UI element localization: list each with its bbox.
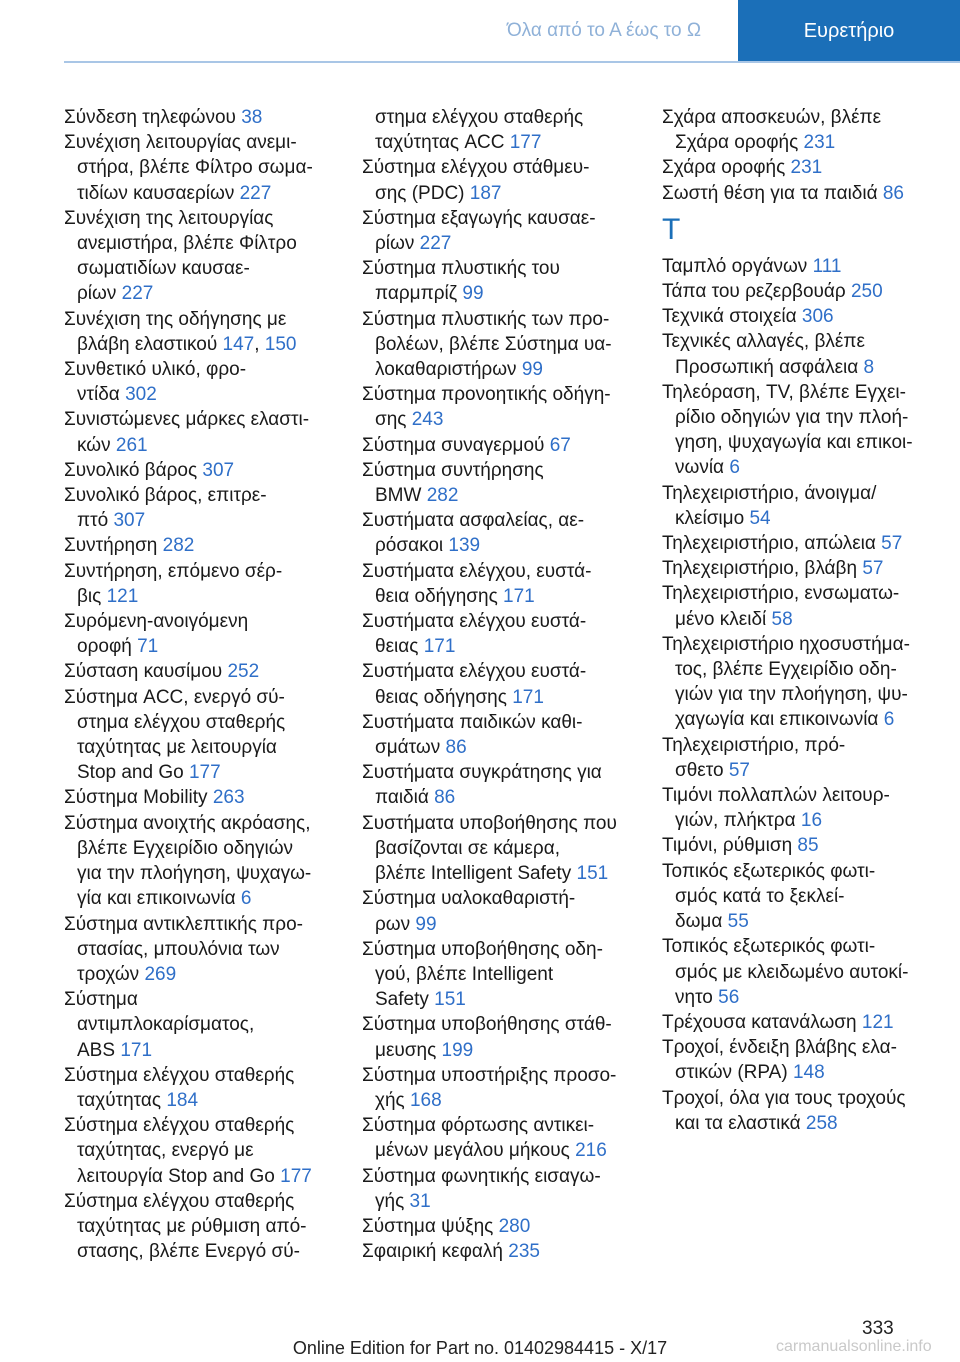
page-link[interactable]: 58 xyxy=(771,608,793,630)
index-entry xyxy=(64,357,336,407)
index-entry-text: Τιμόνι, ρύθμιση xyxy=(662,835,798,857)
index-entry xyxy=(662,304,934,329)
page-link[interactable]: 307 xyxy=(202,459,235,481)
page-link[interactable]: 171 xyxy=(512,686,544,708)
index-entry-text: Σύστημα υποστήριξης προσο- χής xyxy=(362,1064,617,1111)
page-link[interactable]: 57 xyxy=(728,759,750,781)
page-link[interactable]: 54 xyxy=(749,507,771,529)
page-link[interactable]: 171 xyxy=(423,636,456,658)
index-entry-text: Σύστημα ελέγχου σταθερής ταχύτητας, ενεργό με λειτουργία Stop and Go xyxy=(64,1115,295,1187)
index-entry-text: Σύστημα υποβοήθησης οδη- γού, βλέπε Intelligent Safety xyxy=(362,938,603,1011)
index-entry-text: Συνέχιση λειτουργίας ανεμι- στήρα, βλέπε Φίλτρο σωμα- τιδίων καυσαερίων xyxy=(64,132,313,204)
watermark: carmanualsonline.info xyxy=(776,1338,932,1355)
page-link[interactable]: 269 xyxy=(144,963,177,985)
index-entry xyxy=(662,934,934,1010)
index-entry: Συνέχιση της οδήγησης με βλάβη ελαστικού 147, 150 xyxy=(64,308,297,355)
page-link[interactable]: 86 xyxy=(882,182,904,204)
index-entry-text: Σύστημα εξαγωγής καυσαε- ρίων xyxy=(362,207,596,255)
index-entry-text: Σωστή θέση για τα παιδιά xyxy=(662,182,883,204)
index-entry-text: Συνέχιση της λειτουργίας ανεμιστήρα, βλέπε Φίλτρο σωματιδίων καυσαε- ρίων xyxy=(64,207,297,305)
index-entry-text: Σύστημα υαλοκαθαριστή- ρων xyxy=(362,888,576,935)
page-link[interactable]: 177 xyxy=(509,132,542,154)
index-entry xyxy=(662,279,934,304)
index-entry-text: Τροχοί, ένδειξη βλάβης ελα- στικών (RPA) xyxy=(662,1037,897,1084)
page-link[interactable]: 57 xyxy=(881,533,903,555)
page-link[interactable]: 282 xyxy=(426,485,459,507)
page-link[interactable]: 184 xyxy=(166,1089,199,1111)
index-entry-text: Συστήματα ελέγχου, ευστά- θεια οδήγησης xyxy=(362,560,592,607)
page-link[interactable]: 151 xyxy=(434,989,466,1011)
page-link[interactable]: 187 xyxy=(469,182,502,204)
page-link[interactable]: 168 xyxy=(409,1089,442,1111)
index-entry-text: Τεχνικές αλλαγές, βλέπε Προσωπική ασφάλεια xyxy=(662,331,865,378)
page-link[interactable]: 147 xyxy=(222,333,255,355)
index-entry xyxy=(362,508,634,558)
page-link[interactable]: 151 xyxy=(576,863,609,885)
index-entry-text: Σύστημα προνοητικής οδήγη- σης xyxy=(362,384,611,431)
page-link[interactable]: 6 xyxy=(240,888,252,910)
index-entry-text: Τηλεχειριστήριο ηχοσυστήμα- τος, βλέπε Εγχειρίδιο οδη- γιών για την πλοήγηση, ψυ- χαγωγία και επικοινωνία xyxy=(662,633,910,731)
index-entry-text: Συντήρηση xyxy=(64,535,163,557)
page-link[interactable]: 280 xyxy=(498,1215,531,1237)
index-entry-text: Σύστημα συναγερμού xyxy=(362,434,550,456)
index-entry-text: στημα ελέγχου σταθερής ταχύτητας ACC xyxy=(375,107,584,154)
page-link[interactable]: 302 xyxy=(125,384,157,406)
index-entry-text: Συνολικό βάρος, επιτρε- πτό xyxy=(64,485,267,532)
page-link[interactable]: 227 xyxy=(239,182,272,204)
page-link[interactable]: 263 xyxy=(212,787,245,809)
page-link[interactable]: 231 xyxy=(790,157,823,179)
index-entry-text: Σύστημα Mobility xyxy=(64,787,213,809)
index-entry-text: Συρόμενη-ανοιγόμενη οροφή xyxy=(64,611,249,658)
index-entry-text: Σύστημα συντήρησης BMW xyxy=(362,459,544,507)
index-entry-text: Τεχνικά στοιχεία xyxy=(662,306,802,328)
index-entry xyxy=(362,1239,634,1264)
index-entry xyxy=(362,1164,634,1214)
index-entry xyxy=(64,1063,336,1113)
index-entry-text: Σύστημα αντιμπλοκαρίσματος, ABS xyxy=(64,989,255,1061)
index-entry-text: Τηλεχειριστήριο, πρό- σθετο xyxy=(662,734,846,781)
index-entry xyxy=(64,785,336,810)
index-entry xyxy=(64,659,336,684)
page-link[interactable]: 252 xyxy=(227,661,260,683)
page-link[interactable]: 55 xyxy=(727,911,749,933)
index-entry xyxy=(362,155,634,205)
page-link[interactable]: 150 xyxy=(264,333,297,355)
page-link[interactable]: 139 xyxy=(448,535,481,557)
index-entry xyxy=(64,483,336,533)
index-entry-text: Τηλεχειριστήριο, άνοιγμα/ κλείσιμο xyxy=(662,482,877,529)
index-entry-text: Τροχοί, όλα για τους τροχούς και τα ελαστικά xyxy=(662,1087,906,1134)
index-entry-text: Τηλεόραση, TV, βλέπε Εγχει- ρίδιο οδηγιών για την πλοή- γηση, ψυχαγωγία και επικοι- νωνία xyxy=(662,381,913,479)
index-entry xyxy=(362,206,634,256)
page-link[interactable]: 31 xyxy=(409,1190,431,1212)
page-link[interactable]: 282 xyxy=(162,535,195,557)
index-entry xyxy=(64,609,336,659)
index-entry-text: Σύσταση καυσίμου xyxy=(64,661,228,683)
page-link[interactable]: 171 xyxy=(120,1039,153,1061)
page-link[interactable]: 121 xyxy=(106,585,139,607)
index-entry-text: Τηλεχειριστήριο, ενσωματω- μένο κλειδί xyxy=(662,583,900,630)
header-divider xyxy=(64,61,960,63)
page-link[interactable]: 99 xyxy=(521,359,543,381)
page-link[interactable]: 307 xyxy=(113,510,146,532)
page-link[interactable]: 258 xyxy=(805,1112,838,1134)
index-entry xyxy=(662,1086,934,1136)
index-entry xyxy=(362,937,634,1013)
index-entry xyxy=(662,783,934,833)
index-entry xyxy=(362,458,634,508)
page-link[interactable]: 243 xyxy=(411,409,444,431)
index-entry xyxy=(64,987,336,1063)
index-entry xyxy=(362,382,634,432)
section-title[interactable]: Όλα από το Α έως το Ω xyxy=(506,20,702,41)
page-link[interactable]: 199 xyxy=(441,1039,474,1061)
page-link[interactable]: 38 xyxy=(241,107,263,128)
index-entry-text: Τάπα του ρεζερβουάρ xyxy=(662,281,851,303)
index-entry xyxy=(662,632,934,733)
page-link[interactable]: 86 xyxy=(434,787,456,809)
page-link[interactable]: 99 xyxy=(462,283,484,305)
page-link[interactable]: 67 xyxy=(549,434,571,456)
page-link[interactable]: 6 xyxy=(883,709,895,731)
page-link[interactable]: 6 xyxy=(729,457,740,479)
page-link[interactable]: 177 xyxy=(280,1165,312,1187)
index-entry-text: Συνέχιση της οδήγησης με βλάβη ελαστικού xyxy=(64,308,287,355)
page-link[interactable]: 227 xyxy=(121,283,154,305)
index-entry-text: Συνθετικό υλικό, φρο- ντίδα xyxy=(64,359,247,406)
index-entry-text: Σύστημα πλυστικής του παρμπρίζ xyxy=(362,258,560,305)
index-entry xyxy=(362,710,634,760)
index-entry-text: Τιμόνι πολλαπλών λειτουρ- γιών, πλήκτρα xyxy=(662,785,890,832)
page-link[interactable]: 250 xyxy=(850,281,883,303)
page-header xyxy=(0,0,960,62)
index-entry xyxy=(362,609,634,659)
page-number: 333 xyxy=(862,1318,894,1339)
page-link[interactable]: 216 xyxy=(575,1140,607,1162)
page-link[interactable]: 177 xyxy=(188,762,221,784)
index-entry xyxy=(362,1113,634,1163)
index-entry xyxy=(64,811,336,912)
index-entry xyxy=(64,130,336,206)
index-entry-text: Σύστημα ελέγχου στάθμευ- σης (PDC) xyxy=(362,157,590,204)
index-entry-text: Σύστημα υποβοήθησης στάθ- μευσης xyxy=(362,1014,612,1061)
index-entry xyxy=(64,206,336,307)
page-link[interactable]: 86 xyxy=(445,737,467,759)
index-entry-text: Σύστημα ανοιχτής ακρόασης, βλέπε Εγχειρίδιο οδηγιών για την πλοήγηση, ψυχαγω- γία και επικοινωνία xyxy=(64,812,312,910)
page-link[interactable]: 231 xyxy=(803,132,836,154)
index-entry-text: Συστήματα ελέγχου ευστά- θειας xyxy=(362,611,587,658)
page-link[interactable]: 99 xyxy=(415,913,437,935)
index-entry xyxy=(362,811,634,887)
index-entry xyxy=(662,556,934,581)
index-entry xyxy=(662,531,934,556)
index-entry xyxy=(662,733,934,783)
page-link[interactable]: 85 xyxy=(797,835,819,857)
index-entry-text: Σύνδεση τηλεφώνου xyxy=(64,107,242,128)
index-entry-text: Σύστημα αντικλεπτικής προ- στασίας, μπουλόνια των τροχών xyxy=(64,913,303,985)
index-entry xyxy=(662,481,934,531)
index-entry-text: Σφαιρική κεφαλή xyxy=(362,1241,509,1263)
index-entry xyxy=(362,105,634,155)
index-entry xyxy=(662,254,934,279)
index-entry xyxy=(362,886,634,936)
index-entry xyxy=(64,559,336,609)
index-entry xyxy=(64,105,336,130)
page-link[interactable]: 8 xyxy=(863,356,875,378)
page-link[interactable]: 235 xyxy=(508,1241,540,1263)
index-entry-text: Τοπικός εξωτερικός φωτι- σμός κατά το ξεκλεί- δωμα xyxy=(662,860,876,933)
index-entry-text: Συστήματα παιδικών καθι- σμάτων xyxy=(362,711,583,759)
index-entry-text: Συστήματα υποβοήθησης που βασίζονται σε κάμερα, βλέπε Intelligent Safety xyxy=(362,812,617,885)
index-column-3 xyxy=(662,105,934,1136)
index-entry xyxy=(64,458,336,483)
page-link[interactable]: 306 xyxy=(801,306,834,328)
index-entry xyxy=(662,1010,934,1035)
chapter-tab[interactable]: Ευρετήριο xyxy=(738,0,960,62)
index-entry xyxy=(662,1035,934,1085)
index-entry xyxy=(362,1063,634,1113)
index-entry-text: Σύστημα ψύξης xyxy=(362,1215,499,1237)
index-entry xyxy=(64,912,336,988)
page-link[interactable]: 16 xyxy=(800,810,823,832)
index-entry xyxy=(662,329,934,379)
page-link[interactable]: 227 xyxy=(419,233,452,255)
index-column-2 xyxy=(362,105,634,1264)
index-entry xyxy=(662,859,934,935)
index-entry xyxy=(662,155,934,180)
page-link[interactable]: 148 xyxy=(792,1062,825,1084)
index-entry-text: Τρέχουσα κατανάλωση xyxy=(662,1011,862,1033)
page-link[interactable]: 111 xyxy=(812,255,842,277)
index-entry xyxy=(662,833,934,858)
index-entry xyxy=(662,380,934,481)
index-entry xyxy=(362,760,634,810)
index-entry-text: Συνολικό βάρος xyxy=(64,459,203,481)
index-entry-text: Συστήματα συγκράτησης για παιδιά xyxy=(362,762,602,809)
index-entry xyxy=(662,105,934,155)
index-entry-text: Σύστημα πλυστικής των προ- βολέων, βλέπε Σύστημα υα- λοκαθαριστήρων xyxy=(362,308,612,381)
page-link[interactable]: 57 xyxy=(862,558,884,580)
index-entry-text: Σύστημα ελέγχου σταθερής ταχύτητας με ρύθμιση από- στασης, βλέπε Ενεργό σύ- xyxy=(64,1190,307,1263)
index-entry-text: Σχάρα οροφής xyxy=(662,157,791,179)
index-entry xyxy=(362,256,634,306)
index-entry xyxy=(64,1189,336,1265)
index-entry-text: Συνιστώμενες μάρκες ελαστι- κών xyxy=(64,409,310,456)
index-letter-heading: T xyxy=(662,212,681,246)
page-link[interactable]: 71 xyxy=(137,636,159,658)
index-entry xyxy=(64,407,336,457)
index-entry xyxy=(362,659,634,709)
index-entry xyxy=(362,433,634,458)
page-link[interactable]: 56 xyxy=(718,986,740,1008)
index-entry xyxy=(64,685,336,786)
index-entry xyxy=(362,559,634,609)
page-link[interactable]: 171 xyxy=(503,585,535,607)
index-entry xyxy=(362,1012,634,1062)
index-entry-text: Ταμπλό οργάνων xyxy=(662,255,813,277)
index-entry xyxy=(362,307,634,383)
index-column-1 xyxy=(64,105,336,1264)
page-link[interactable]: 261 xyxy=(115,434,148,456)
page-link[interactable]: 121 xyxy=(861,1011,894,1033)
index-entry-text: Σύστημα φωνητικής εισαγω- γής xyxy=(362,1165,601,1212)
index-entry-text: Τηλεχειριστήριο, βλάβη xyxy=(662,558,863,580)
index-entry xyxy=(64,1113,336,1189)
index-entry-text: Σύστημα ACC, ενεργό σύ- στημα ελέγχου σταθερής ταχύτητας με λειτουργία Stop and Go xyxy=(64,686,286,784)
index-entry-text: Τηλεχειριστήριο, απώλεια xyxy=(662,533,882,555)
index-entry-text: Συντήρηση, επόμενο σέρ- βις xyxy=(64,560,283,607)
index-entry-text: Σύστημα φόρτωσης αντικει- μένων μεγάλου μήκους xyxy=(362,1115,595,1162)
index-entry-text: Συστήματα ελέγχου ευστά- θειας οδήγησης xyxy=(362,661,587,708)
index-entry-text: Συστήματα ασφαλείας, αε- ρόσακοι xyxy=(362,510,585,557)
index-entry xyxy=(662,181,934,206)
index-entry-text: Σχάρα αποσκευών, βλέπε Σχάρα οροφής xyxy=(662,107,882,154)
index-entry-text: Σύστημα ελέγχου σταθερής ταχύτητας xyxy=(64,1064,295,1111)
footer-edition: Online Edition for Part no. 01402984415 - X/17 xyxy=(292,1338,668,1358)
index-entry xyxy=(64,533,336,558)
index-entry xyxy=(662,581,934,631)
index-entry-text: Τοπικός εξωτερικός φωτι- σμός με κλειδωμένο αυτοκί- νητο xyxy=(662,936,909,1008)
index-entry xyxy=(362,1214,634,1239)
